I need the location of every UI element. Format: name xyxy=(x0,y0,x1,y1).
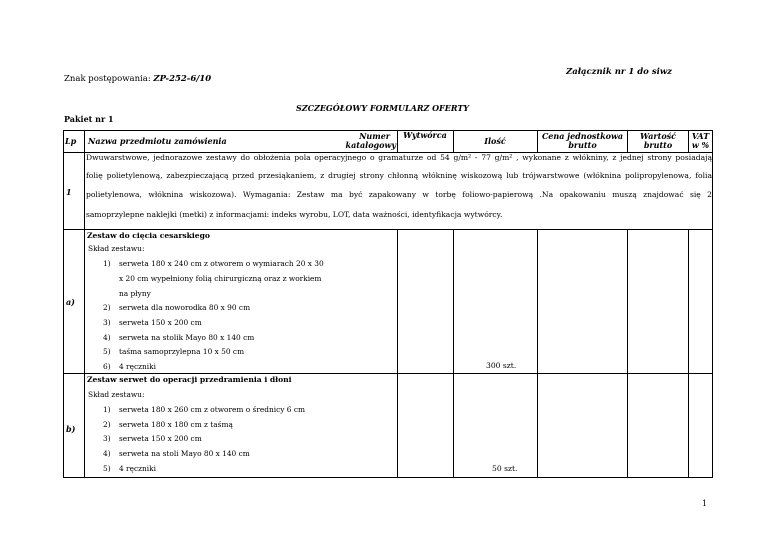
table-line xyxy=(712,130,713,477)
table-line xyxy=(84,130,85,477)
col-header-unit-price-line1: Cena jednostkowa xyxy=(541,131,624,141)
row-a-composition: Skład zestawu: xyxy=(88,244,145,253)
col-header-unit-price-line2: brutto xyxy=(568,140,597,150)
item-number: 5) xyxy=(103,464,111,473)
col-header-catalog xyxy=(330,132,396,150)
page-number: 1 xyxy=(702,499,708,508)
item-text: serweta dla noworodka 80 x 90 cm xyxy=(119,303,251,312)
table-line xyxy=(63,477,713,478)
package-label: Pakiet nr 1 xyxy=(64,114,114,124)
col-header-vat xyxy=(689,132,712,150)
col-header-lp: Lp xyxy=(65,136,77,146)
form-title: SZCZEGÓŁOWY FORMULARZ OFERTY xyxy=(296,103,470,113)
item-text: serweta 180 x 240 cm z otworem o wymiarach 20 x 30 xyxy=(119,259,324,268)
col-header-catalog-line2: katalogowy xyxy=(345,140,396,150)
col-header-manufacturer: Wytwórca xyxy=(403,130,447,140)
item-number: 2) xyxy=(103,303,111,312)
item-number: 5) xyxy=(103,347,111,356)
item-text: 4 ręczniki xyxy=(119,362,156,371)
row-b-title: Zestaw serwet do operacji przedramienia i dłoni xyxy=(87,375,292,384)
attachment-label: Załącznik nr 1 do siwz xyxy=(566,67,672,77)
col-header-value-line2: brutto xyxy=(643,140,673,150)
row-1-desc-line: samoprzylepne naklejki (metki) z informacjami: indeks wyrobu, LOT, data ważności, identyfikacja wytwórcy. xyxy=(86,210,503,219)
item-text: 4 ręczniki xyxy=(119,464,156,473)
item-text: serweta na stolik Mayo 80 x 140 cm xyxy=(119,333,255,342)
item-number: 3) xyxy=(103,318,111,327)
row-a-quantity: 300 szt. xyxy=(486,361,517,370)
item-number: 1) xyxy=(103,259,111,268)
table-line xyxy=(397,229,398,477)
item-text: serweta 180 x 260 cm z otworem o średnicy 6 cm xyxy=(119,405,305,414)
col-header-value-line1: Wartość xyxy=(639,131,677,141)
item-text: x 20 cm wypełniony folią chirurgiczną oraz z workiem xyxy=(119,274,322,283)
table-line xyxy=(537,229,538,477)
row-a-title: Zestaw do cięcia cesarskiego xyxy=(87,231,210,240)
table-line xyxy=(688,229,689,477)
table-line xyxy=(453,130,454,152)
col-header-vat-line2: w % xyxy=(691,140,710,150)
col-header-catalog-line1: Numer xyxy=(359,131,390,141)
item-text: serweta 150 x 200 cm xyxy=(119,434,202,443)
row-1-desc-line: folię polietylenową, zabezpieczającą przed przesiąkaniem, z drugiej strony chłonną włókninę wiskozową lub trójwarstwowe (włóknina polipropylenowa, folia xyxy=(86,171,712,180)
col-header-vat-line1: VAT xyxy=(691,131,710,141)
row-1-desc-line: Dwuwarstwowe, jednorazowe zestawy do obłożenia pola operacyjnego o gramaturze od 54 g/m² - 77 g/m² , wykonane z włókniny, z jednej strony posiadają xyxy=(86,153,712,162)
row-b-quantity: 50 szt. xyxy=(492,464,518,473)
item-number: 3) xyxy=(103,434,111,443)
reference-line xyxy=(64,74,211,84)
item-number: 6) xyxy=(103,362,111,371)
item-number: 4) xyxy=(103,333,111,342)
item-number: 4) xyxy=(103,449,111,458)
col-header-value xyxy=(628,132,688,150)
row-1-lp: 1 xyxy=(66,187,72,197)
row-b-lp: b) xyxy=(66,424,76,434)
table-line xyxy=(627,229,628,477)
table-line xyxy=(453,229,454,477)
col-header-unit-price xyxy=(538,132,627,150)
item-text: serweta na stoli Mayo 80 x 140 cm xyxy=(119,449,250,458)
item-number: 1) xyxy=(103,405,111,414)
reference-number: ZP-252-6/10 xyxy=(153,74,212,84)
col-header-quantity: Ilość xyxy=(484,136,506,146)
row-1-desc-line: polietylenowa, włóknina wiskozowa). Wymagania: Zestaw ma być zapakowany w torbę foliowo-papierową .Na opakowaniu muszą znajdować się 2 xyxy=(86,190,712,199)
row-a-lp: a) xyxy=(66,297,75,307)
item-text: na płyny xyxy=(119,289,151,298)
item-number: 2) xyxy=(103,420,111,429)
table-line xyxy=(63,373,713,374)
col-header-name: Nazwa przedmiotu zamówienia xyxy=(88,136,227,146)
row-b-composition: Skład zestawu: xyxy=(88,390,145,399)
table-line xyxy=(63,229,713,230)
item-text: serweta 180 x 180 cm z taśmą xyxy=(119,420,233,429)
item-text: serweta 150 x 200 cm xyxy=(119,318,202,327)
item-text: taśma samoprzylepna 10 x 50 cm xyxy=(119,347,245,356)
table-line xyxy=(63,130,64,477)
reference-label: Znak postępowania: xyxy=(64,74,151,84)
